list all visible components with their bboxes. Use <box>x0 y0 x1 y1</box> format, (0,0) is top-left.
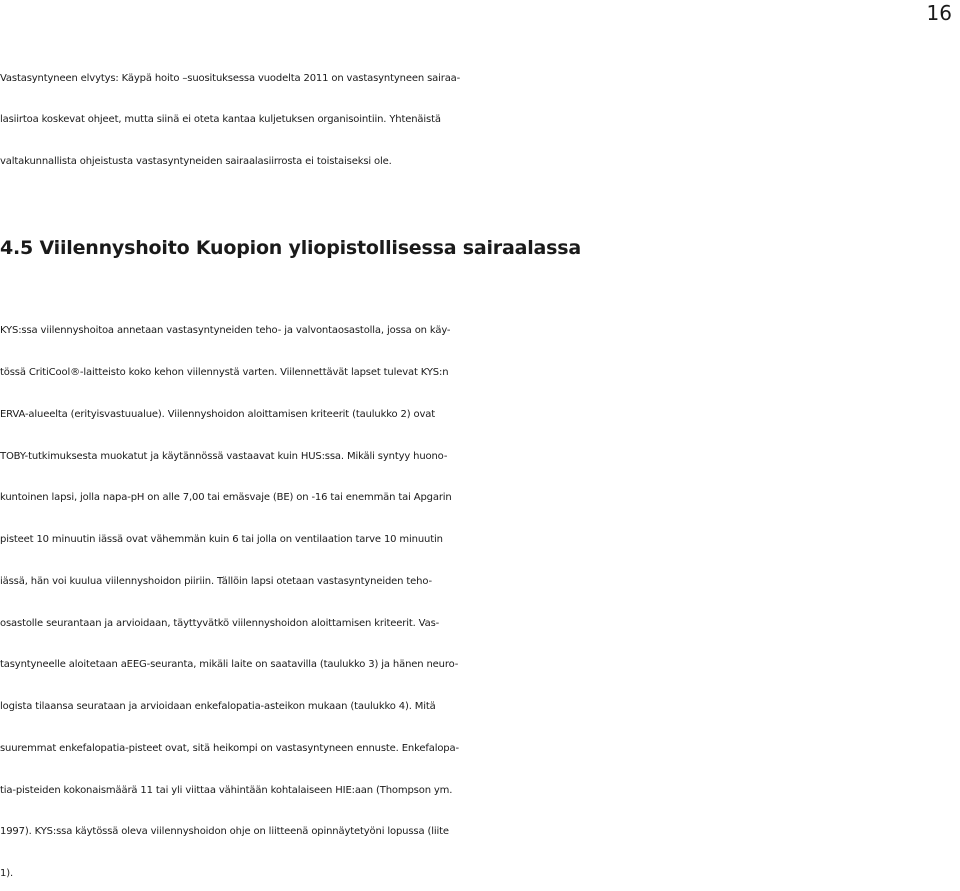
paragraph-line-11: suuremmat enkefalopatia-pisteet ovat, sitä heikompi on vastasyntyneen ennuste. Enkefalopa- <box>0 743 459 754</box>
paragraph-line-6: pisteet 10 minuutin iässä ovat vähemmän kuin 6 tai jolla on ventilaation tarve 10 minuutin <box>0 534 443 545</box>
paragraph-line-7: iässä, hän voi kuulua viilennyshoidon piiriin. Tällöin lapsi otetaan vastasyntyneiden teho- <box>0 576 432 587</box>
paragraph-line-10: logista tilaansa seurataan ja arvioidaan enkefalopatia-asteikon mukaan (taulukko 4). Mitä <box>0 701 436 712</box>
paragraph-line-2: tössä CritiCool®-laitteisto koko kehon viilennystä varten. Viilennettävät lapset tulevat KYS:n <box>0 367 449 378</box>
paragraph-line-1: KYS:ssa viilennyshoitoa annetaan vastasyntyneiden teho- ja valvontaosastolla, jossa on käy- <box>0 325 451 336</box>
paragraph-line-9: tasyntyneelle aloitetaan aEEG-seuranta, mikäli laite on saatavilla (taulukko 3) ja hänen neuro- <box>0 659 459 670</box>
intro-line-1: Vastasyntyneen elvytys: Käypä hoito –suosituksessa vuodelta 2011 on vastasyntyneen sairaa- <box>0 73 461 84</box>
paragraph-line-5: kuntoinen lapsi, jolla napa-pH on alle 7,00 tai emäsvaje (BE) on -16 tai enemmän tai Apgarin <box>0 492 452 503</box>
section-heading: 4.5 Viilennyshoito Kuopion yliopistollisessa sairaalassa <box>0 237 581 259</box>
intro-line-3: valtakunnallista ohjeistusta vastasyntyneiden sairaalasiirrosta ei toistaiseksi ole. <box>0 156 392 167</box>
page-number: 16 <box>926 1 952 25</box>
paragraph-line-8: osastolle seurantaan ja arvioidaan, täyttyvätkö viilennyshoidon aloittamisen kriteerit. Vas- <box>0 618 440 629</box>
paragraph-line-4: TOBY-tutkimuksesta muokatut ja käytännössä vastaavat kuin HUS:ssa. Mikäli syntyy huono- <box>0 451 448 462</box>
intro-line-2: lasiirtoa koskevat ohjeet, mutta siinä ei oteta kantaa kuljetuksen organisointiin. Yhtenäistä <box>0 114 441 125</box>
paragraph-line-12: tia-pisteiden kokonaismäärä 11 tai yli viittaa vähintään kohtalaiseen HIE:aan (Thompson ym. <box>0 785 453 796</box>
paragraph-line-14: 1). <box>0 868 13 879</box>
paragraph-line-13: 1997). KYS:ssa käytössä oleva viilennyshoidon ohje on liitteenä opinnäytetyöni lopussa (liite <box>0 826 449 837</box>
paragraph-line-3: ERVA-alueelta (erityisvastuualue). Viilennyshoidon aloittamisen kriteerit (taulukko 2) ovat <box>0 409 435 420</box>
